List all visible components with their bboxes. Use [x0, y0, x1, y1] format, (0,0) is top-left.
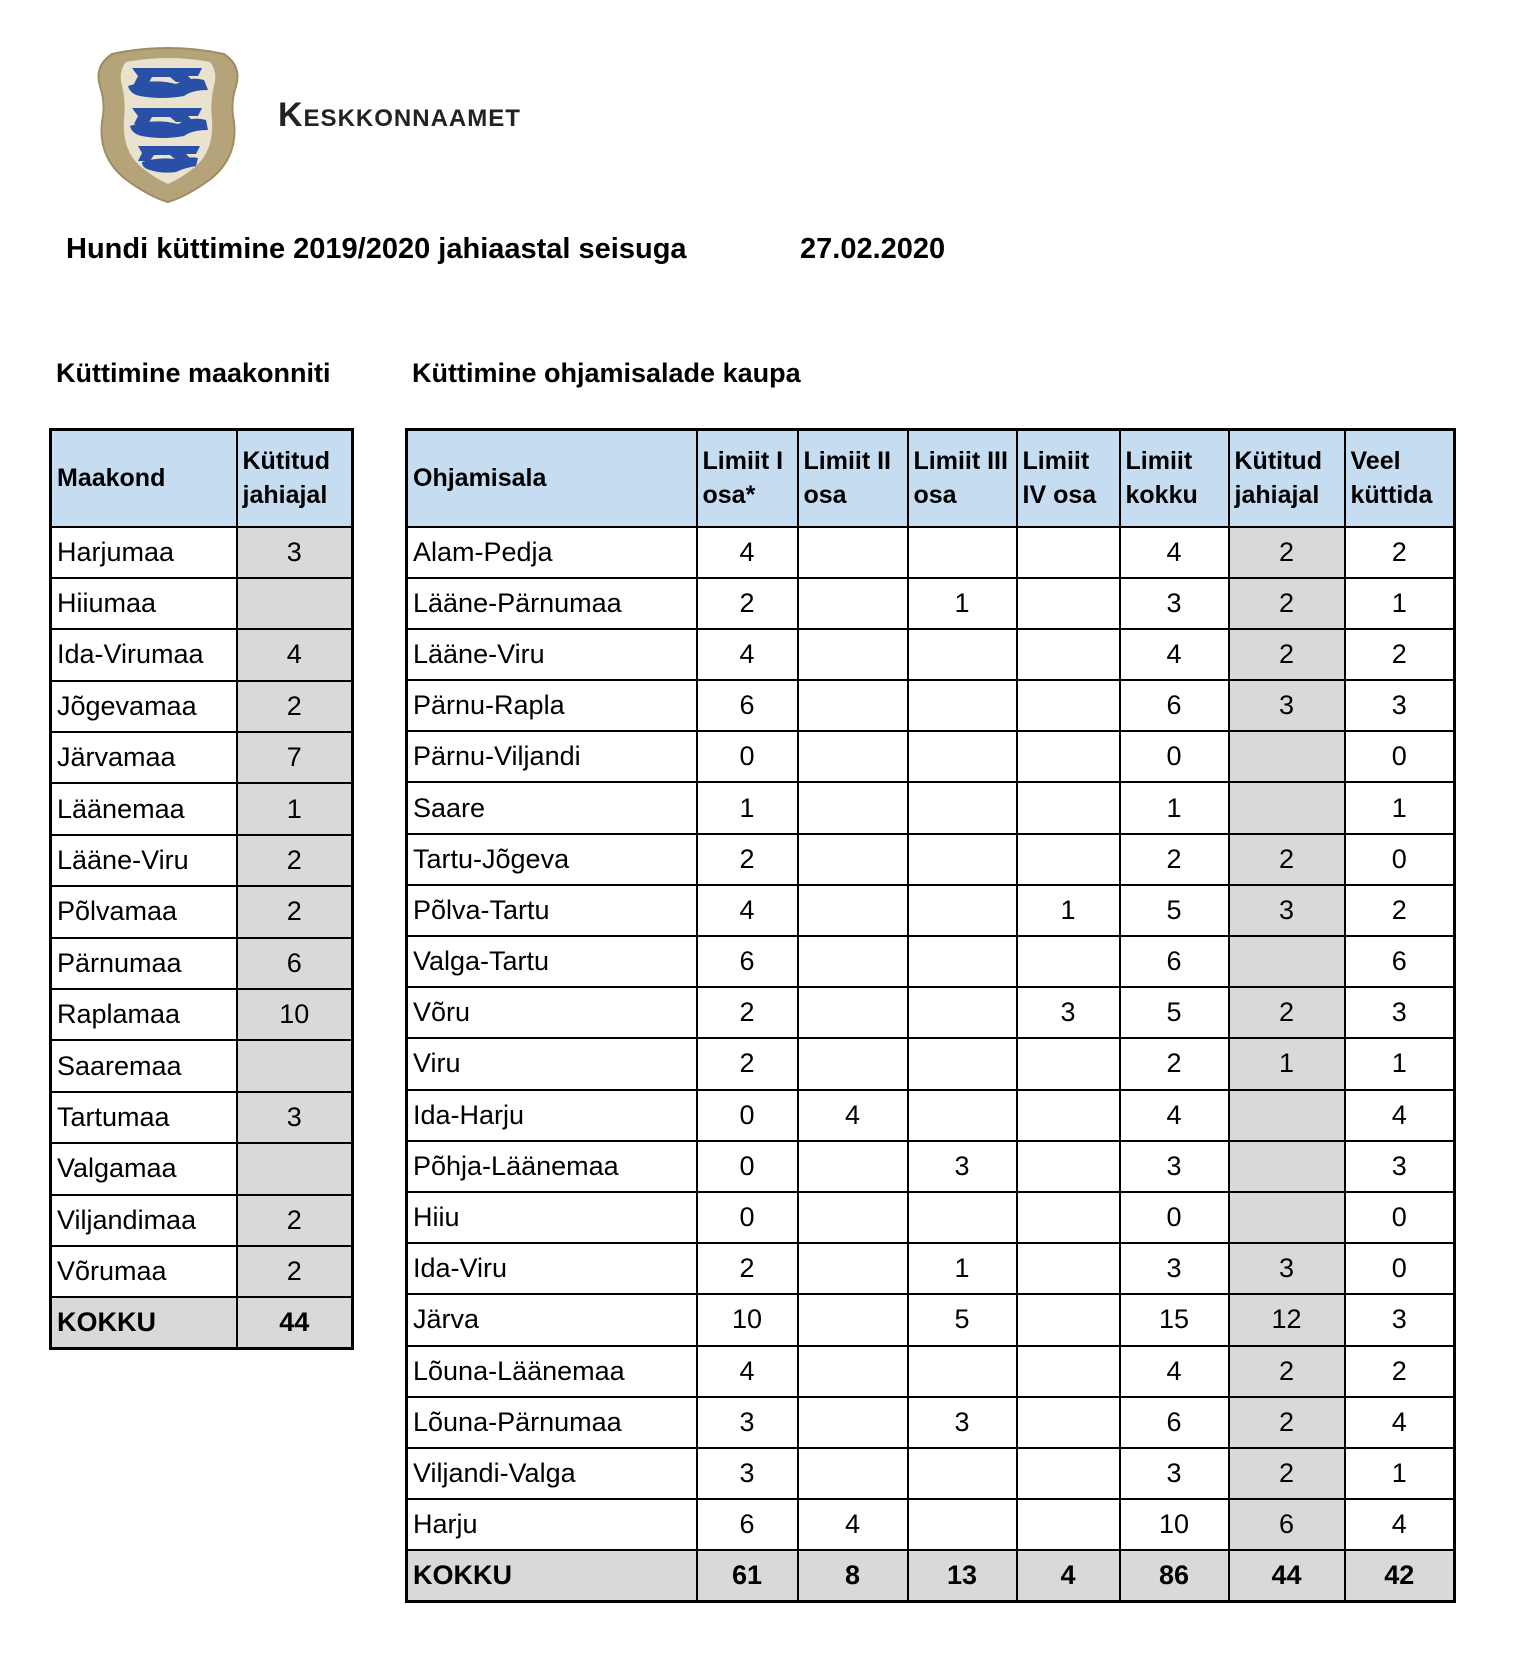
value-cell — [1229, 731, 1345, 782]
value-cell: 1 — [697, 782, 798, 833]
row-label-cell: Järvamaa — [51, 732, 237, 783]
row-label-cell: Ida-Harju — [407, 1090, 697, 1141]
value-cell — [798, 1448, 908, 1499]
table-header-row — [407, 430, 1455, 527]
value-cell: 2 — [1229, 1346, 1345, 1397]
total-value-cell: 61 — [697, 1550, 798, 1601]
table-header-row — [51, 430, 353, 527]
value-cell: 2 — [237, 1246, 353, 1297]
value-cell: 0 — [697, 731, 798, 782]
value-cell: 7 — [237, 732, 353, 783]
table-row — [407, 1448, 1455, 1499]
value-cell — [798, 885, 908, 936]
section-title-area: Küttimine ohjamisalade kaupa — [412, 358, 801, 388]
value-cell: 1 — [1345, 1038, 1455, 1089]
value-cell: 4 — [1120, 1090, 1229, 1141]
value-cell — [1017, 629, 1120, 680]
value-cell: 10 — [237, 989, 353, 1040]
row-label-cell: Järva — [407, 1294, 697, 1345]
value-cell: 3 — [1345, 1141, 1455, 1192]
value-cell — [798, 527, 908, 578]
total-label-cell: KOKKU — [51, 1297, 237, 1348]
coat-of-arms-logo — [92, 46, 244, 204]
table-row — [407, 1038, 1455, 1089]
row-label-cell: Viljandimaa — [51, 1195, 237, 1246]
value-cell: 1 — [1120, 782, 1229, 833]
table-row — [407, 1294, 1455, 1345]
value-cell — [1017, 1448, 1120, 1499]
row-label-cell: Ida-Virumaa — [51, 629, 237, 680]
value-cell: 3 — [1229, 680, 1345, 731]
value-cell: 1 — [1017, 885, 1120, 936]
value-cell — [798, 1346, 908, 1397]
value-cell — [1017, 731, 1120, 782]
value-cell: 1 — [1229, 1038, 1345, 1089]
value-cell — [1229, 782, 1345, 833]
value-cell: 2 — [1229, 1448, 1345, 1499]
value-cell: 6 — [697, 680, 798, 731]
total-value-cell: 86 — [1120, 1550, 1229, 1601]
table-row — [407, 1192, 1455, 1243]
row-label-cell: Hiiumaa — [51, 578, 237, 629]
row-label-cell: Jõgevamaa — [51, 681, 237, 732]
table-row — [51, 1195, 353, 1246]
value-cell: 4 — [1345, 1499, 1455, 1550]
value-cell: 3 — [1120, 578, 1229, 629]
organization-name: Keskkonnaamet — [278, 96, 521, 134]
value-cell — [1017, 936, 1120, 987]
value-cell — [798, 987, 908, 1038]
row-label-cell: Läänemaa — [51, 783, 237, 834]
row-label-cell: Põlva-Tartu — [407, 885, 697, 936]
row-label-cell: Harjumaa — [51, 527, 237, 578]
value-cell: 6 — [1345, 936, 1455, 987]
value-cell: 3 — [1017, 987, 1120, 1038]
table-row — [51, 732, 353, 783]
total-value-cell: 13 — [908, 1550, 1017, 1601]
value-cell — [1017, 1141, 1120, 1192]
value-cell: 3 — [1345, 987, 1455, 1038]
value-cell: 2 — [1229, 527, 1345, 578]
value-cell: 6 — [1229, 1499, 1345, 1550]
value-cell: 2 — [697, 1243, 798, 1294]
table-row — [407, 1090, 1455, 1141]
value-cell — [237, 1143, 353, 1194]
value-cell — [1017, 1499, 1120, 1550]
value-cell: 2 — [697, 987, 798, 1038]
value-cell: 4 — [798, 1090, 908, 1141]
value-cell: 2 — [1345, 1346, 1455, 1397]
value-cell: 2 — [1229, 1397, 1345, 1448]
value-cell — [798, 1397, 908, 1448]
value-cell: 3 — [908, 1141, 1017, 1192]
value-cell — [798, 731, 908, 782]
value-cell: 1 — [1345, 1448, 1455, 1499]
value-cell: 3 — [1229, 1243, 1345, 1294]
column-header: Limiit II osa — [798, 430, 908, 527]
table-row — [51, 578, 353, 629]
total-row — [407, 1550, 1455, 1601]
value-cell — [798, 834, 908, 885]
value-cell: 5 — [1120, 885, 1229, 936]
value-cell — [1017, 1346, 1120, 1397]
value-cell — [1017, 1192, 1120, 1243]
value-cell: 2 — [237, 886, 353, 937]
section-title-county: Küttimine maakonniti — [56, 358, 331, 388]
value-cell: 3 — [1120, 1243, 1229, 1294]
value-cell: 0 — [697, 1090, 798, 1141]
table-row — [407, 731, 1455, 782]
row-label-cell: Pärnumaa — [51, 938, 237, 989]
row-label-cell: Valgamaa — [51, 1143, 237, 1194]
table-row — [407, 1243, 1455, 1294]
value-cell: 2 — [1345, 885, 1455, 936]
row-label-cell: Lääne-Viru — [407, 629, 697, 680]
value-cell: 3 — [697, 1448, 798, 1499]
value-cell — [908, 1499, 1017, 1550]
table-row — [407, 936, 1455, 987]
row-label-cell: Võrumaa — [51, 1246, 237, 1297]
value-cell: 3 — [697, 1397, 798, 1448]
value-cell: 10 — [697, 1294, 798, 1345]
value-cell — [908, 782, 1017, 833]
row-label-cell: Saare — [407, 782, 697, 833]
row-label-cell: Valga-Tartu — [407, 936, 697, 987]
table-row — [51, 527, 353, 578]
value-cell: 0 — [1345, 834, 1455, 885]
value-cell: 3 — [237, 527, 353, 578]
value-cell — [908, 1192, 1017, 1243]
value-cell: 6 — [697, 1499, 798, 1550]
table-row — [51, 1246, 353, 1297]
value-cell: 2 — [1345, 527, 1455, 578]
column-header: Limiit IV osa — [1017, 430, 1120, 527]
value-cell — [1017, 1038, 1120, 1089]
row-label-cell: Põhja-Läänemaa — [407, 1141, 697, 1192]
column-header: Limiit III osa — [908, 430, 1017, 527]
value-cell: 1 — [237, 783, 353, 834]
table-row — [407, 1346, 1455, 1397]
row-label-cell: Hiiu — [407, 1192, 697, 1243]
value-cell: 4 — [1345, 1397, 1455, 1448]
table-row — [51, 783, 353, 834]
total-row — [51, 1297, 353, 1348]
table-row — [51, 681, 353, 732]
row-label-cell: Põlvamaa — [51, 886, 237, 937]
total-value-cell: 8 — [798, 1550, 908, 1601]
value-cell — [798, 1141, 908, 1192]
value-cell — [1017, 1090, 1120, 1141]
value-cell — [908, 1346, 1017, 1397]
table-row — [51, 629, 353, 680]
value-cell: 3 — [908, 1397, 1017, 1448]
row-label-cell: Harju — [407, 1499, 697, 1550]
row-label-cell: Lääne-Viru — [51, 835, 237, 886]
value-cell: 2 — [1229, 834, 1345, 885]
value-cell: 1 — [1345, 782, 1455, 833]
value-cell: 2 — [1229, 578, 1345, 629]
value-cell: 15 — [1120, 1294, 1229, 1345]
value-cell — [908, 731, 1017, 782]
value-cell: 5 — [908, 1294, 1017, 1345]
table-row — [407, 1397, 1455, 1448]
value-cell — [908, 936, 1017, 987]
total-value-cell: 42 — [1345, 1550, 1455, 1601]
row-label-cell: Ida-Viru — [407, 1243, 697, 1294]
row-label-cell: Viru — [407, 1038, 697, 1089]
value-cell — [908, 680, 1017, 731]
value-cell — [1229, 936, 1345, 987]
value-cell — [1017, 1243, 1120, 1294]
value-cell: 6 — [237, 938, 353, 989]
value-cell — [798, 629, 908, 680]
value-cell — [908, 1038, 1017, 1089]
value-cell — [908, 1448, 1017, 1499]
value-cell — [798, 782, 908, 833]
table-row — [51, 1092, 353, 1143]
value-cell: 5 — [1120, 987, 1229, 1038]
value-cell — [798, 680, 908, 731]
table-row — [407, 782, 1455, 833]
column-header: Limiit I osa* — [697, 430, 798, 527]
value-cell: 1 — [908, 1243, 1017, 1294]
value-cell: 6 — [1120, 680, 1229, 731]
value-cell: 3 — [1345, 1294, 1455, 1345]
row-label-cell: Saaremaa — [51, 1040, 237, 1091]
value-cell: 6 — [1120, 1397, 1229, 1448]
table-row — [407, 527, 1455, 578]
table-row — [51, 1143, 353, 1194]
value-cell: 10 — [1120, 1499, 1229, 1550]
column-header: Veel küttida — [1345, 430, 1455, 527]
value-cell: 2 — [237, 835, 353, 886]
value-cell — [798, 1243, 908, 1294]
table-row — [407, 1499, 1455, 1550]
value-cell: 2 — [237, 681, 353, 732]
value-cell — [1017, 527, 1120, 578]
column-header: Kütitud jahiajal — [1229, 430, 1345, 527]
value-cell — [908, 629, 1017, 680]
total-value-cell: 44 — [1229, 1550, 1345, 1601]
row-label-cell: Pärnu-Rapla — [407, 680, 697, 731]
value-cell — [1017, 834, 1120, 885]
value-cell — [1017, 578, 1120, 629]
table-row — [407, 1141, 1455, 1192]
value-cell: 4 — [1120, 527, 1229, 578]
document-date: 27.02.2020 — [800, 233, 946, 265]
value-cell — [1229, 1090, 1345, 1141]
value-cell: 2 — [1120, 1038, 1229, 1089]
value-cell: 4 — [697, 527, 798, 578]
value-cell: 4 — [697, 1346, 798, 1397]
row-label-cell: Viljandi-Valga — [407, 1448, 697, 1499]
total-value-cell: 44 — [237, 1297, 353, 1348]
column-header: Limiit kokku — [1120, 430, 1229, 527]
county-table — [49, 428, 354, 1350]
value-cell: 2 — [697, 834, 798, 885]
value-cell — [798, 1294, 908, 1345]
value-cell — [798, 936, 908, 987]
table-row — [51, 835, 353, 886]
value-cell: 0 — [1345, 731, 1455, 782]
row-label-cell: Tartumaa — [51, 1092, 237, 1143]
value-cell — [1229, 1141, 1345, 1192]
value-cell: 3 — [1120, 1141, 1229, 1192]
value-cell — [1017, 1294, 1120, 1345]
row-label-cell: Alam-Pedja — [407, 527, 697, 578]
table-row — [51, 1040, 353, 1091]
value-cell: 4 — [1120, 629, 1229, 680]
value-cell: 0 — [1120, 731, 1229, 782]
value-cell — [1229, 1192, 1345, 1243]
total-value-cell: 4 — [1017, 1550, 1120, 1601]
table-row — [51, 886, 353, 937]
value-cell — [798, 1038, 908, 1089]
value-cell: 2 — [237, 1195, 353, 1246]
row-label-cell: Raplamaa — [51, 989, 237, 1040]
table-row — [407, 578, 1455, 629]
value-cell: 2 — [1120, 834, 1229, 885]
value-cell: 0 — [1120, 1192, 1229, 1243]
value-cell — [798, 1192, 908, 1243]
area-table — [405, 428, 1456, 1603]
row-label-cell: Lääne-Pärnumaa — [407, 578, 697, 629]
table-row — [407, 987, 1455, 1038]
value-cell: 1 — [908, 578, 1017, 629]
total-label-cell: KOKKU — [407, 1550, 697, 1601]
value-cell: 6 — [697, 936, 798, 987]
value-cell: 0 — [697, 1141, 798, 1192]
value-cell: 4 — [1345, 1090, 1455, 1141]
row-label-cell: Lõuna-Pärnumaa — [407, 1397, 697, 1448]
value-cell: 3 — [237, 1092, 353, 1143]
row-label-cell: Lõuna-Läänemaa — [407, 1346, 697, 1397]
value-cell: 4 — [798, 1499, 908, 1550]
value-cell — [798, 578, 908, 629]
table-row — [407, 885, 1455, 936]
table-row — [407, 834, 1455, 885]
column-header: Ohjamisala — [407, 430, 697, 527]
value-cell: 2 — [1229, 629, 1345, 680]
column-header: Maakond — [51, 430, 237, 527]
value-cell — [908, 834, 1017, 885]
value-cell: 0 — [697, 1192, 798, 1243]
value-cell: 3 — [1345, 680, 1455, 731]
value-cell — [1017, 680, 1120, 731]
table-row — [407, 680, 1455, 731]
row-label-cell: Tartu-Jõgeva — [407, 834, 697, 885]
table-row — [407, 629, 1455, 680]
value-cell — [908, 885, 1017, 936]
value-cell: 6 — [1120, 936, 1229, 987]
row-label-cell: Võru — [407, 987, 697, 1038]
row-label-cell: Pärnu-Viljandi — [407, 731, 697, 782]
value-cell — [1017, 782, 1120, 833]
value-cell: 4 — [697, 885, 798, 936]
value-cell — [1017, 1397, 1120, 1448]
value-cell: 12 — [1229, 1294, 1345, 1345]
column-header: Kütitud jahiajal — [237, 430, 353, 527]
value-cell: 3 — [1120, 1448, 1229, 1499]
table-row — [51, 989, 353, 1040]
value-cell — [908, 527, 1017, 578]
value-cell: 4 — [1120, 1346, 1229, 1397]
value-cell — [908, 1090, 1017, 1141]
document-title: Hundi küttimine 2019/2020 jahiaastal seisuga — [66, 233, 687, 265]
value-cell: 2 — [1345, 629, 1455, 680]
value-cell: 0 — [1345, 1243, 1455, 1294]
value-cell: 4 — [697, 629, 798, 680]
value-cell: 4 — [237, 629, 353, 680]
value-cell — [237, 578, 353, 629]
table-row — [51, 938, 353, 989]
value-cell — [237, 1040, 353, 1091]
value-cell: 3 — [1229, 885, 1345, 936]
value-cell: 1 — [1345, 578, 1455, 629]
value-cell: 0 — [1345, 1192, 1455, 1243]
value-cell: 2 — [1229, 987, 1345, 1038]
value-cell: 2 — [697, 578, 798, 629]
value-cell: 2 — [697, 1038, 798, 1089]
value-cell — [908, 987, 1017, 1038]
